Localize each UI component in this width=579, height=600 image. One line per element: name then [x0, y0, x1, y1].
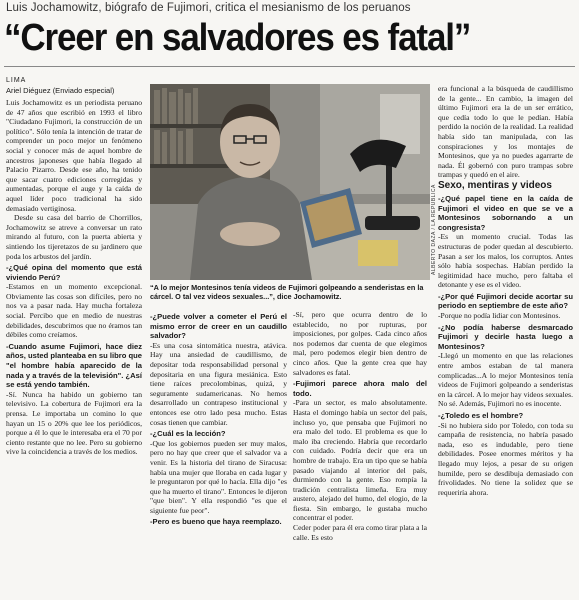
- interview-question: -Fujimori parece ahora malo del todo.: [293, 379, 427, 398]
- interview-question: -Pero es bueno que haya reemplazo.: [150, 517, 282, 527]
- paragraph: -Si no hubiera sido por Toledo, con toda su campaña de resistencia, no habría pasado nada, eso es indudable, pero tiene debilidades. Posee enormes méritos y ha llegado muy lejos, a pesar de su origen humilde, pero se desdibuja demasiado con frivolidades. No tiene la solidez que se requeriría ahora.: [438, 420, 573, 497]
- text-column-1: [6, 98, 142, 596]
- photo-caption: “A lo mejor Montesinos tenía videos de Fujimori golpeando a senderistas en la cárcel. O tal vez videos sexuales...”, dice Jochamowitz.: [150, 283, 424, 301]
- headline-divider: [4, 66, 575, 67]
- interview-question: -¿Qué opina del momento que está viviendo Perú?: [6, 263, 142, 282]
- interview-question: -¿Cuál es la lección?: [150, 429, 226, 439]
- paragraph: -Llegó un momento en que las relaciones entre ambos estaban de tal manera complicadas...A lo mejor Montesinos tenía videos de Fujimori golpeando a senderistas en la cárcel. A lo mejor hay videos sexuales. No sé. Además, Fujimori no es inocente.: [438, 351, 573, 409]
- section-subhead: Sexo, mentiras y videos: [438, 179, 552, 191]
- paragraph: -Que los gobiernos pueden ser muy malos, pero no hay que creer que el salvador va a venir. Es la historia del tirano de Siracusa: había una mujer que lloraba en cada lugar y le preguntaron por qué lo hacía. Ella dijo "es que ha muerto el tirano". Entonces le dijeron "que bien". Y ella respondió "es que el siguiente fue peor".: [150, 438, 287, 515]
- paragraph: -Sí, pero que ocurra dentro de lo establecido, no por rupturas, por imposiciones, por golpes. Cada cinco años nos podemos dar cuenta de que elegimos mal, pero podemos elegir bien dentro de cinco años. Que la gente crea que hay salvadores es fatal.: [293, 310, 427, 377]
- paragraph: Luis Jochamowitz es un periodista peruano de 47 años que escribió en 1993 el libro "Ciudadano Fujimori, la construcción de un político". Sólo tenía la intención de tratar de comprender un poco mejor un fenómeno social y conocer más de aquel hombre de ancestros japoneses que había llegado al Palacio Pizarro. Desde ese año, ha tenido que sacar cuatro ediciones corregidas y aumentadas, porque el auge y la caída de aquel líder poco tradicional ha sido demasiado vertiginosa.: [6, 98, 142, 213]
- paragraph: -Estamos en un momento excepcional. Obviamente las cosas son difíciles, pero no nos va a pasar nada. Hay mucha fortaleza social. Percibo que en medio de nuestras debilidades, descubrimos que no éramos tan débiles como creíamos.: [6, 282, 142, 340]
- article-dateline: LIMA: [6, 77, 27, 84]
- interview-question: -¿Qué papel tiene en la caída de Fujimori el video en que se ve a Montesinos sobornando a un congresista?: [438, 193, 573, 232]
- article-kicker: Luis Jochamowitz, biógrafo de Fujimori, critica el mesianismo de los peruanos: [6, 2, 411, 14]
- text-column-3: [293, 310, 427, 596]
- interview-question: -Cuando asume Fujimori, hace diez años, usted planteaba en su libro que "el hombre había aparecido de la nada y a través de la televisión". ¿Así se está yendo también.: [6, 341, 142, 390]
- text-column-2: [150, 310, 287, 596]
- interview-question: -¿Puede volver a cometer el Perú el mismo error de creer en un caudillo salvador?: [150, 312, 287, 341]
- paragraph: Ceder poder para él era como tirar plata a la calle. Es esto: [293, 523, 427, 542]
- paragraph: -Para un sector, es malo absolutamente. Hasta el domingo había un sector del país, incluso yo, que pensaba que Fujimori no era malo del todo. El problema es que lo malo iba creciendo. Habría que recordarlo con cuidado. Podría decir que era un hombre de trabajo. Era un tipo que se había pasado viajando al interior del país, durmiendo con la gente. Eso rompía la tradición centralista limeña. Era muy austero, alejado del humo, del elogio, de la fiesta. Sin embargo, le gustaba mucho concentrar el poder.: [293, 398, 427, 523]
- interview-question: -¿No podía haberse desmarcado Fujimori y decirle hasta luego a Montesinos?: [438, 322, 573, 351]
- paragraph: Desde su casa del barrio de Chorrillos, Jochamowitz se atreve a conversar un rato mirando al futuro, con la puerta abierta y sintiendo los tijeretazos de su jardinero que poda los arbustos del jardín.: [6, 213, 142, 261]
- paragraph: -Es un momento crucial. Todas las estructuras de poder quedan al descubierto. Pasan a ser los malos, los corruptos. Antes sólo había sospechas. Habían perdido la legitimidad hace mucho, pero faltaba el detonante y ese es el video.: [438, 232, 573, 290]
- text-column-4: [438, 84, 573, 596]
- paragraph: -Sí. Nunca ha habido un gobierno tan televisivo. La cobertura de Fujimori era la prensa. Le importaba un comino lo que hayan un 15 o 20% que lee los periódicos, porque a él lo que le interesaba era el 70 por ciento restante que no lee. Pero su gobierno vive la coincidencia a través de los medios.: [6, 389, 142, 457]
- article-byline: Ariel Diéguez (Enviado especial): [6, 86, 115, 95]
- paragraph: -Es una cosa sintomática nuestra, atávica. Hay una ansiedad de caudillismo, de depositar toda responsabilidad personal y depositaria en una figura mesiánica. Esto tiene raíces precolombinas, quizá, y seguramente sudamericanas. No hemos desarrollado un contrapeso institucional y entonces ese otro lado pesa mucho. Estas cosas tienen que cambiar.: [150, 340, 287, 427]
- interview-question: -¿Por qué Fujimori decide acortar su periodo en septiembre de este año?: [438, 291, 573, 311]
- article-headline: “Creer en salvadores es fatal”: [4, 17, 471, 59]
- photo-credit: ALBERTO DAZA / LA REPUBLICA: [431, 184, 437, 275]
- paragraph: era funcional a la búsqueda de caudillismo de la gente... En cambio, la imagen del último Fujimori era la de un ser errático, que cedía todo lo que le pedían. Había perdido la noción de la realidad. La realidad había sido tan manipulada, con las conspiraciones y los montajes de Montesinos, que ya no puedes agarrarte de nada. Él gobernó con puro trampas sobre trampas y quedó en el aire.: [438, 84, 573, 180]
- interview-photo: [150, 84, 430, 280]
- interview-question: -¿Toledo es el hombre?: [438, 411, 524, 420]
- paragraph: -Porque no podía lidiar con Montesinos.: [438, 311, 561, 321]
